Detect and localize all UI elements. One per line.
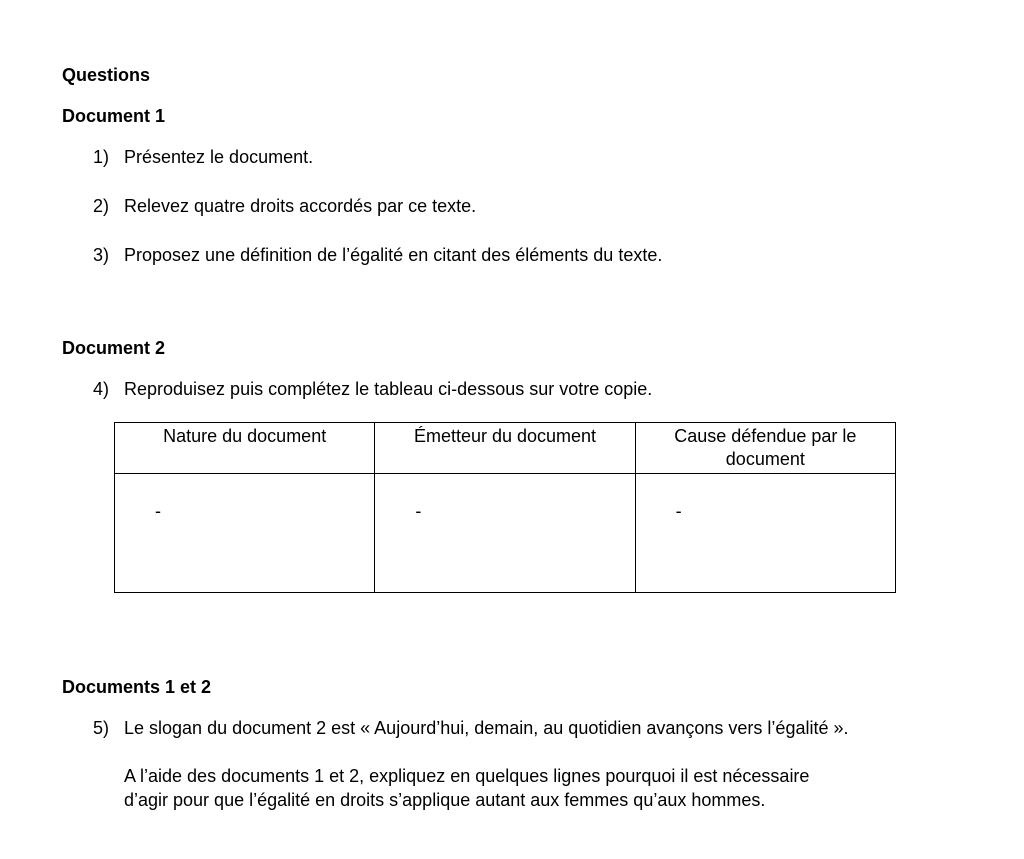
question-number: 2) [93, 196, 110, 216]
question-text: Relevez quatre droits accordés par ce texte. [124, 196, 477, 216]
table-header-cause: Cause défendue par le document [635, 423, 895, 474]
table-cell [115, 474, 375, 593]
table-cell [635, 474, 895, 593]
table-header-nature: Nature du document [115, 423, 375, 474]
answer-table [114, 422, 896, 593]
section-heading-document-2: Document 2 [62, 338, 166, 358]
question-number: 3) [93, 245, 110, 265]
question-text: Reproduisez puis complétez le tableau ci-dessous sur votre copie. [124, 379, 653, 399]
table-header-emetteur: Émetteur du document [375, 423, 635, 474]
paragraph-line: A l’aide des documents 1 et 2, expliquez en quelques lignes pourquoi il est nécessaire [124, 766, 810, 786]
question-text: Proposez une définition de l’égalité en citant des éléments du texte. [124, 245, 663, 265]
table-cell-dash: - [675, 501, 682, 521]
section-heading-documents-1-et-2: Documents 1 et 2 [62, 677, 212, 697]
table-cell-dash: - [415, 501, 422, 521]
question-text: Présentez le document. [124, 147, 314, 167]
question-number: 5) [93, 718, 110, 738]
table-cell-dash: - [155, 501, 161, 521]
question-text: Le slogan du document 2 est « Aujourd’hui, demain, au quotidien avançons vers l’égalité ». [124, 718, 849, 738]
table-header-row [115, 423, 896, 474]
paragraph-line: d’agir pour que l’égalité en droits s’applique autant aux femmes qu’aux hommes. [124, 790, 766, 810]
question-number: 1) [93, 147, 110, 167]
question-number: 4) [93, 379, 110, 399]
page-title: Questions [62, 65, 151, 85]
table-cell [375, 474, 635, 593]
section-heading-document-1: Document 1 [62, 106, 166, 126]
table-row [115, 474, 896, 593]
